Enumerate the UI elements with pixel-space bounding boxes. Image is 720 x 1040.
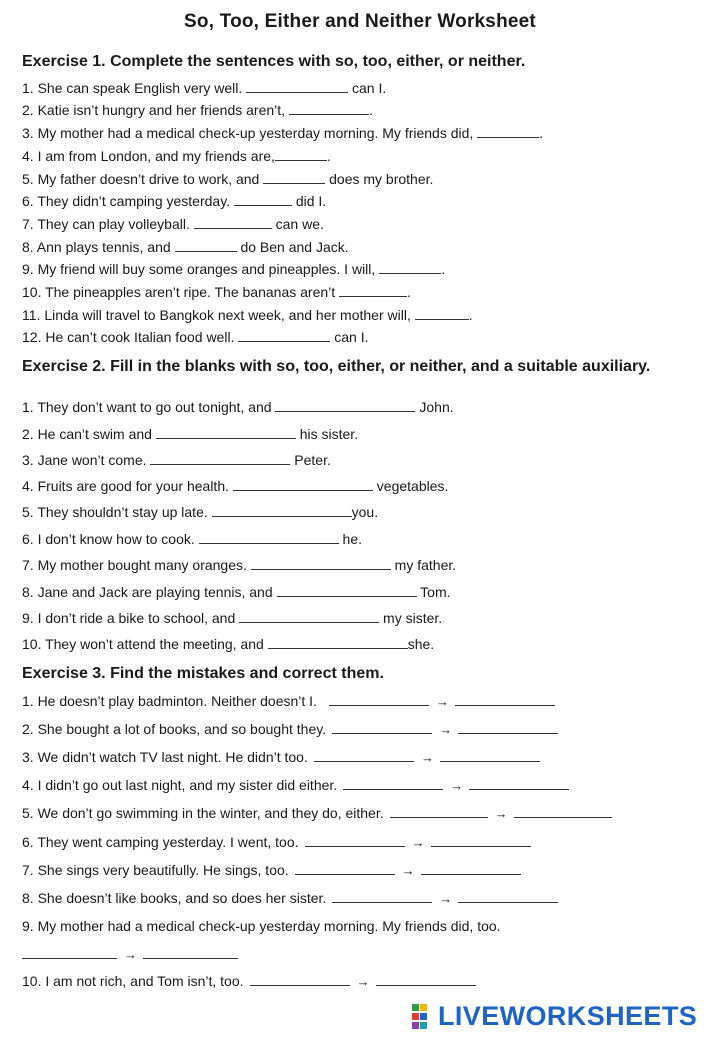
ex3-item-text: 4. I didn’t go out last night, and my sister did either. [22, 777, 338, 793]
ex1-item [22, 192, 326, 210]
ex1-item-text: 7. They can play volleyball. [22, 216, 194, 232]
ex3-item [22, 889, 558, 908]
ex2-item-text-end: my sister. [379, 610, 443, 626]
answer-blank[interactable] [379, 260, 441, 274]
ex2-item-text-end: my father. [390, 557, 457, 573]
ex1-item-text: 2. Katie isn’t hungry and her friends aren’t, [22, 102, 289, 118]
arrow-right-icon: → [411, 835, 425, 850]
correction-blank[interactable] [458, 720, 558, 734]
ex1-item-text-end: does my brother. [325, 171, 434, 187]
ex3-item-text: 3. We didn’t watch TV last night. He didn’t too. [22, 749, 308, 765]
answer-blank[interactable] [175, 238, 237, 252]
ex2-item-text-end: he. [338, 531, 363, 547]
correction-blank[interactable] [455, 692, 555, 706]
ex1-item [22, 215, 324, 233]
ex1-item-text-end: did I. [291, 193, 327, 209]
mistake-blank[interactable] [295, 861, 395, 875]
ex2-item-text: 10. They won’t attend the meeting, and [22, 636, 268, 652]
liveworksheets-logo: LIVEWORKSHEETS [438, 1001, 698, 1031]
ex2-item-text: 5. They shouldn’t stay up late. [22, 504, 212, 520]
ex2-item-text: 4. Fruits are good for your health. [22, 478, 233, 494]
answer-blank[interactable] [233, 477, 373, 491]
ex2-item-text-end: Peter. [290, 452, 331, 468]
ex2-item-text-end: John. [415, 399, 454, 415]
ex1-item-text: 3. My mother had a medical check-up yesterday morning. My friends did, [22, 125, 478, 141]
ex2-item-text: 3. Jane won’t come. [22, 452, 151, 468]
ex1-item [22, 124, 543, 142]
ex3-item-text: 1. He doesn’t play badminton. Neither doesn’t I. [22, 693, 317, 709]
ex3-item [22, 833, 531, 852]
ex1-item-text-end: . [468, 307, 473, 323]
ex1-item-text: 6. They didn’t camping yesterday. [22, 193, 234, 209]
ex3-item-text: 6. They went camping yesterday. I went, too. [22, 834, 299, 850]
correction-blank[interactable] [421, 861, 521, 875]
mistake-blank[interactable] [343, 776, 443, 790]
ex1-item [22, 238, 349, 256]
arrow-right-icon: → [401, 863, 415, 878]
ex1-item [22, 101, 373, 119]
answer-blank[interactable] [415, 306, 469, 320]
exercise2-heading: Exercise 2. Fill in the blanks with so, too, either, or neither, and a suitable auxiliary. [22, 358, 651, 375]
ex1-item [22, 328, 368, 346]
ex1-item-text: 12. He can’t cook Italian food well. [22, 329, 239, 345]
answer-blank[interactable] [238, 328, 330, 342]
answer-blank[interactable] [477, 124, 539, 138]
ex3-item-answer-line [22, 945, 238, 964]
ex2-item-text-end: his sister. [295, 426, 359, 442]
ex1-item-text-end: do Ben and Jack. [236, 239, 349, 255]
arrow-right-icon: → [439, 891, 453, 906]
ex1-item-text-end: . [368, 102, 373, 118]
ex1-item [22, 79, 386, 97]
mistake-blank[interactable] [22, 945, 117, 959]
ex2-item [22, 635, 434, 653]
ex2-item-text: 7. My mother bought many oranges. [22, 557, 251, 573]
ex2-item [22, 425, 358, 443]
ex1-item-text: 11. Linda will travel to Bangkok next week, and her mother will, [22, 307, 415, 323]
answer-blank[interactable] [275, 147, 327, 161]
exercise1-heading: Exercise 1. Complete the sentences with so, too, either, or neither. [22, 53, 526, 70]
ex3-item-text: 5. We don’t go swimming in the winter, and they do, either. [22, 805, 384, 821]
answer-blank[interactable] [239, 609, 379, 623]
arrow-right-icon: → [356, 974, 370, 989]
ex2-item-text-end: you. [351, 504, 379, 520]
mistake-blank[interactable] [329, 692, 429, 706]
ex1-item-text-end: can I. [348, 80, 387, 96]
ex1-item-text: 5. My father doesn’t drive to work, and [22, 171, 264, 187]
answer-blank[interactable] [277, 583, 417, 597]
ex1-item [22, 147, 331, 165]
ex2-item [22, 583, 451, 601]
ex2-item-text-end: Tom. [416, 584, 451, 600]
answer-blank[interactable] [199, 530, 339, 544]
arrow-right-icon: → [494, 806, 508, 821]
ex2-item [22, 530, 362, 548]
ex1-item [22, 283, 411, 301]
mistake-blank[interactable] [305, 833, 405, 847]
answer-blank[interactable] [150, 451, 290, 465]
correction-blank[interactable] [469, 776, 569, 790]
ex1-item-text: 4. I am from London, and my friends are, [22, 148, 275, 164]
ex2-item [22, 556, 456, 574]
ex3-item [22, 804, 612, 823]
ex3-item-text: 2. She bought a lot of books, and so bought they. [22, 721, 327, 737]
ex2-item-text: 2. He can’t swim and [22, 426, 156, 442]
ex3-item [22, 861, 521, 880]
page-title: So, Too, Either and Neither Worksheet [184, 11, 536, 32]
liveworksheets-logo-icon [412, 1004, 436, 1030]
ex2-item-text: 8. Jane and Jack are playing tennis, and [22, 584, 277, 600]
ex1-item-text-end: can I. [330, 329, 369, 345]
ex1-item-text: 1. She can speak English very well. [22, 80, 247, 96]
ex3-item [22, 917, 501, 935]
ex2-item-text: 6. I don’t know how to cook. [22, 531, 199, 547]
ex2-item-text: 9. I don’t ride a bike to school, and [22, 610, 240, 626]
ex2-item [22, 477, 448, 495]
ex2-item [22, 609, 442, 627]
mistake-blank[interactable] [390, 804, 488, 818]
ex1-item-text: 10. The pineapples aren’t ripe. The bananas aren’t [22, 284, 340, 300]
ex3-item-text: 10. I am not rich, and Tom isn’t, too. [22, 973, 244, 989]
answer-blank[interactable] [339, 283, 407, 297]
mistake-blank[interactable] [332, 889, 432, 903]
ex1-item-text-end: . [407, 284, 411, 300]
ex3-item [22, 692, 555, 711]
arrow-right-icon: → [420, 750, 434, 765]
ex1-item-text-end: can we. [271, 216, 324, 232]
arrow-right-icon: → [124, 947, 137, 962]
correction-blank[interactable] [440, 748, 540, 762]
exercise3-heading: Exercise 3. Find the mistakes and correct them. [22, 665, 384, 682]
ex3-item-text: 7. She sings very beautifully. He sings, too. [22, 862, 289, 878]
mistake-blank[interactable] [250, 972, 350, 986]
ex1-item-text-end: . [539, 125, 544, 141]
ex1-item [22, 260, 445, 278]
ex3-item [22, 972, 476, 991]
arrow-right-icon: → [439, 722, 453, 737]
ex3-item [22, 720, 558, 739]
answer-blank[interactable] [212, 503, 352, 517]
ex3-item-text: 9. My mother had a medical check-up yesterday morning. My friends did, too. [22, 918, 501, 934]
ex2-item-text-end: she. [407, 636, 435, 652]
ex1-item [22, 306, 473, 324]
ex1-item [22, 170, 433, 188]
correction-blank[interactable] [376, 972, 476, 986]
answer-blank[interactable] [275, 398, 415, 412]
answer-blank[interactable] [246, 79, 348, 93]
answer-blank[interactable] [251, 556, 391, 570]
ex2-item-text: 1. They don’t want to go out tonight, and [22, 399, 276, 415]
correction-blank[interactable] [458, 889, 558, 903]
mistake-blank[interactable] [314, 748, 414, 762]
answer-blank[interactable] [263, 170, 325, 184]
mistake-blank[interactable] [332, 720, 432, 734]
ex1-item-text-end: . [441, 261, 446, 277]
correction-blank[interactable] [514, 804, 612, 818]
ex2-item [22, 398, 454, 416]
answer-blank[interactable] [234, 192, 292, 206]
answer-blank[interactable] [289, 101, 369, 115]
arrow-right-icon: → [450, 778, 464, 793]
ex2-item-text-end: vegetables. [372, 478, 449, 494]
correction-blank[interactable] [431, 833, 531, 847]
ex3-item [22, 748, 540, 767]
ex2-item [22, 503, 378, 521]
ex3-item [22, 776, 569, 795]
answer-blank[interactable] [268, 635, 408, 649]
ex2-item [22, 451, 331, 469]
ex1-item-text-end: . [326, 148, 331, 164]
arrow-right-icon: → [435, 694, 449, 709]
ex1-item-text: 8. Ann plays tennis, and [22, 239, 175, 255]
correction-blank[interactable] [143, 945, 238, 959]
answer-blank[interactable] [156, 425, 296, 439]
ex1-item-text: 9. My friend will buy some oranges and pineapples. I will, [22, 261, 380, 277]
answer-blank[interactable] [194, 215, 272, 229]
ex3-item-text: 8. She doesn’t like books, and so does her sister. [22, 890, 327, 906]
